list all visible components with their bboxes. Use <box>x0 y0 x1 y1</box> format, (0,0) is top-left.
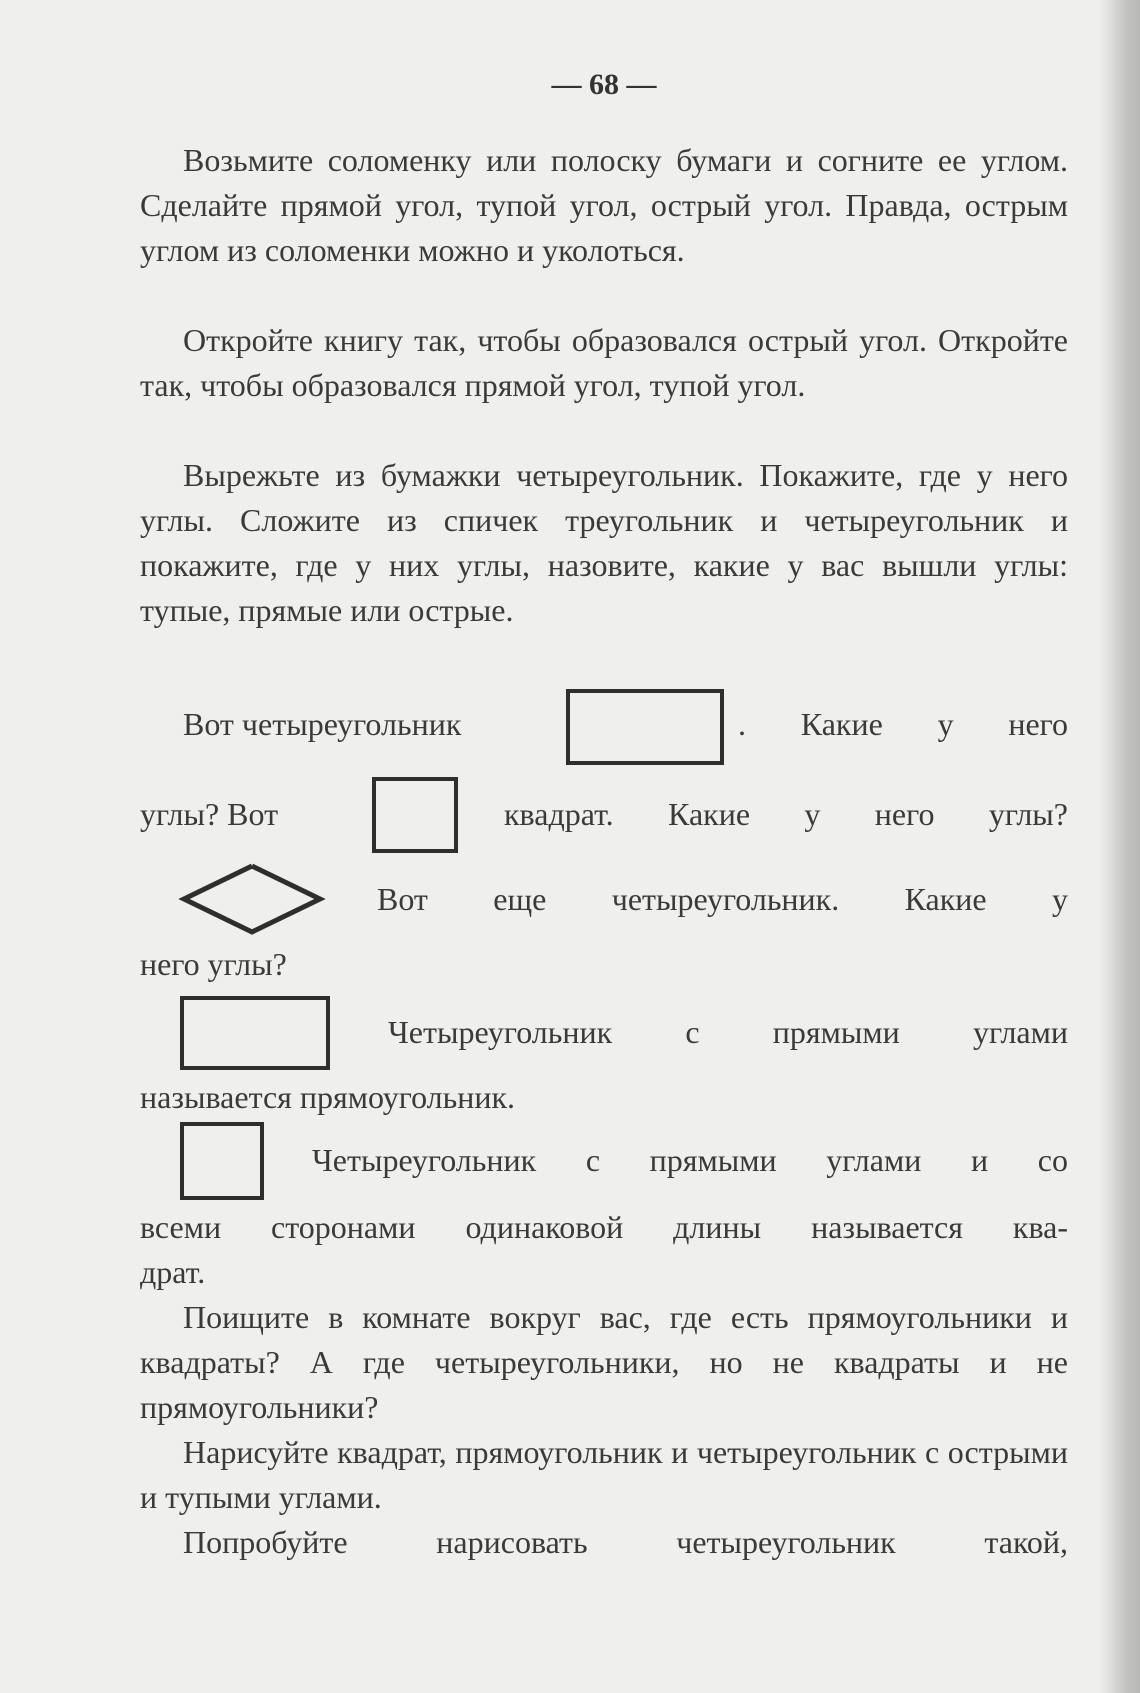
text-here-quadrilateral: Вот четыреугольник <box>183 706 462 742</box>
paragraph-cut-paper: Вырежьте из бумажки четыреугольник. Покажите, где у него углы. Сложите из спичек треугольник и четыреугольник и покажите, где у них углы, назовите, какие у вас вышли углы: тупые, прямые или острые. <box>140 457 1068 628</box>
text-its-angles: него углы? <box>140 946 287 982</box>
rectangle-figure <box>566 689 724 765</box>
paragraph-draw-shapes: Нарисуйте квадрат, прямоугольник и четыреугольник с острыми и тупыми углами. <box>140 1434 1068 1515</box>
paragraph-straw: Возьмите соломенку или полоску бумаги и согните ее углом. Сделайте прямой угол, тупой угол, острый угол. Правда, острым углом из соломенки можно и уколоться. <box>140 142 1068 268</box>
paragraph-open-book: Откройте книгу так, чтобы образовался острый угол. Откройте так, чтобы образовался прямой угол, тупой угол. <box>140 322 1068 403</box>
text-what-angles-1: . Какие у него <box>738 706 1068 742</box>
rhombus-figure <box>180 862 324 936</box>
text-another-quadrilateral: Вот еще четыреугольник. Какие у <box>377 881 1068 917</box>
text-square-angles: квадрат. Какие у него углы? <box>504 796 1068 832</box>
text-equal-sides: всеми сторонами одинаковой длины называется ква- <box>140 1209 1068 1245</box>
square-figure <box>372 777 458 853</box>
text-square-def: Четыреугольник с прямыми углами и со <box>312 1142 1068 1178</box>
text-called-rectangle: называется прямоугольник. <box>140 1079 515 1115</box>
rectangle-right-angles-figure <box>180 996 330 1070</box>
page-edge-shadow <box>1100 0 1140 1693</box>
text-square-word-end: драт. <box>140 1254 206 1290</box>
paragraph-try-draw: Попробуйте нарисовать четыреугольник такой, <box>183 1524 1068 1560</box>
text-right-angles-def: Четыреугольник с прямыми углами <box>388 1014 1068 1050</box>
square-equal-sides-figure <box>180 1122 264 1200</box>
text-angles-here: углы? Вот <box>140 796 279 832</box>
paragraph-search-room: Поищите в комнате вокруг вас, где есть прямоугольники и квадраты? А где четыреугольники, но не квадраты и не прямоугольники? <box>140 1299 1068 1425</box>
page-number: — 68 — <box>551 68 657 101</box>
